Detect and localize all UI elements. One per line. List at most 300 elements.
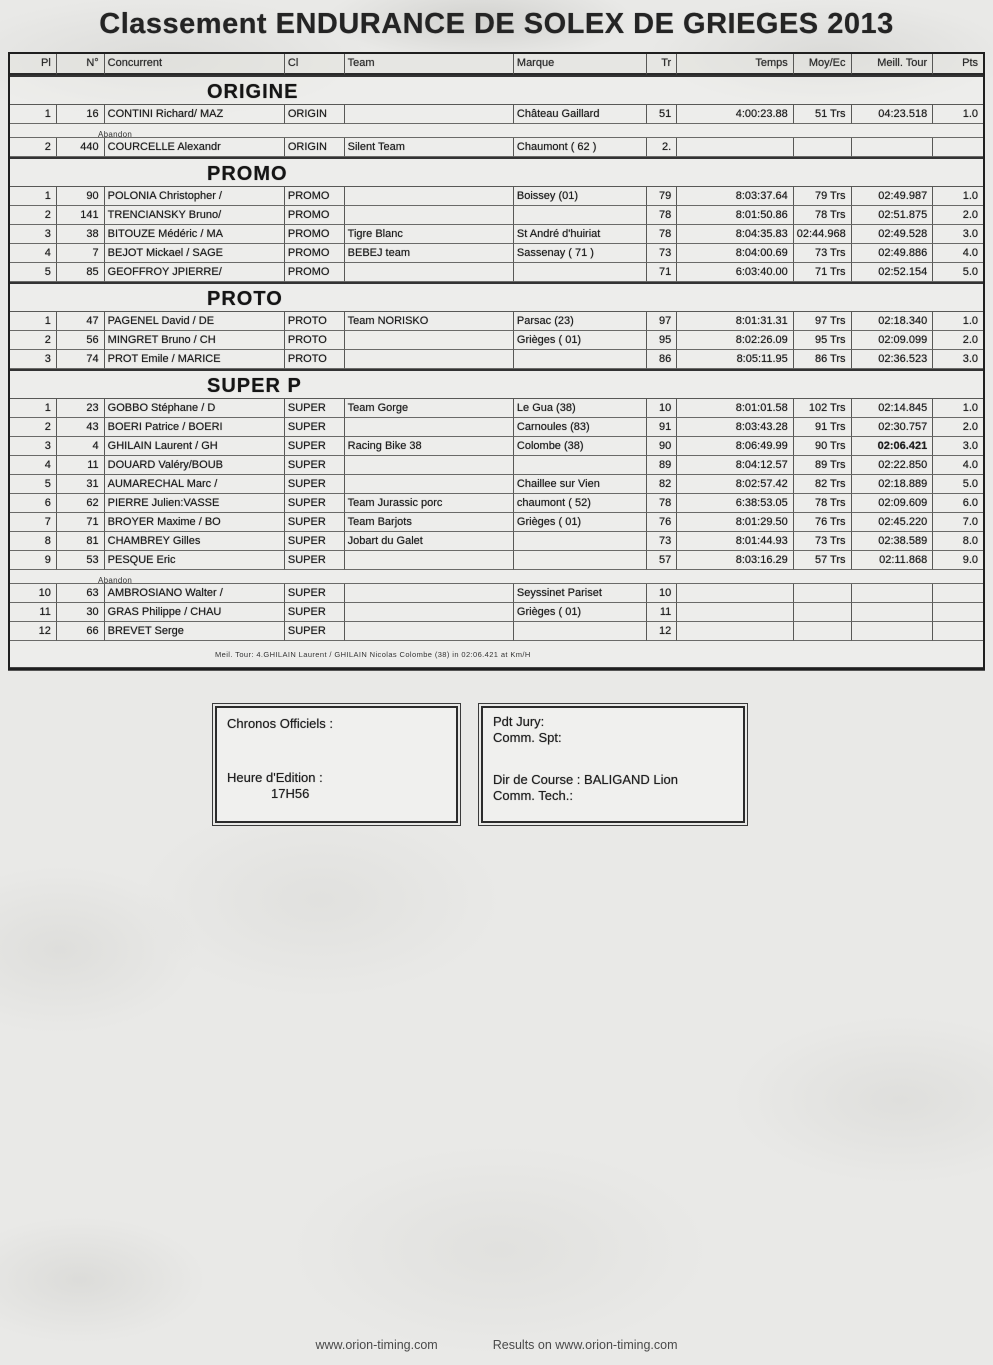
cell-num: 74 xyxy=(57,350,105,369)
table-row xyxy=(10,584,983,603)
cell-concurrent: GRAS Philippe / CHAU xyxy=(105,603,285,622)
cell-num: 43 xyxy=(57,418,105,437)
cell-pts: 5.0 xyxy=(933,475,983,494)
chronos-label: Chronos Officiels : xyxy=(227,716,333,731)
cell-cl: PROMO xyxy=(285,225,345,244)
table-row xyxy=(10,622,983,641)
best-lap-footnote-row xyxy=(10,641,983,668)
cell-pts: 9.0 xyxy=(933,551,983,570)
cell-pl: 3 xyxy=(10,225,57,244)
cell-concurrent: BITOUZE Médéric / MA xyxy=(105,225,285,244)
cell-num: 66 xyxy=(57,622,105,641)
cell-cl: PROMO xyxy=(285,187,345,206)
cell-temps: 6:03:40.00 xyxy=(677,263,794,282)
cell-pts xyxy=(933,138,983,157)
cell-temps: 6:38:53.05 xyxy=(677,494,794,513)
cell-num: 53 xyxy=(57,551,105,570)
cell-pts xyxy=(933,622,983,641)
table-row xyxy=(10,206,983,225)
cell-concurrent: MINGRET Bruno / CH xyxy=(105,331,285,350)
cell-meill: 02:18.889 xyxy=(852,475,934,494)
cell-pl: 9 xyxy=(10,551,57,570)
cell-temps: 4:00:23.88 xyxy=(677,105,794,124)
cell-num: 440 xyxy=(57,138,105,157)
cell-cl: SUPER xyxy=(285,418,345,437)
cell-temps: 8:03:43.28 xyxy=(677,418,794,437)
cell-concurrent: GHILAIN Laurent / GH xyxy=(105,437,285,456)
cell-temps: 8:01:44.93 xyxy=(677,532,794,551)
cell-num: 4 xyxy=(57,437,105,456)
cell-team xyxy=(345,475,514,494)
cell-cl: SUPER xyxy=(285,437,345,456)
edition-time-label: Heure d'Edition : xyxy=(227,770,323,785)
cell-cl: PROMO xyxy=(285,263,345,282)
cell-tr: 82 xyxy=(647,475,677,494)
cell-pts: 1.0 xyxy=(933,312,983,331)
cell-meill: 02:22.850 xyxy=(852,456,934,475)
cell-meill: 02:49.886 xyxy=(852,244,934,263)
cell-tr: 76 xyxy=(647,513,677,532)
cell-pts: 5.0 xyxy=(933,263,983,282)
cell-pts: 4.0 xyxy=(933,456,983,475)
cell-team: Team NORISKO xyxy=(345,312,514,331)
cell-moy xyxy=(794,603,852,622)
cell-tr: 78 xyxy=(647,225,677,244)
cell-team xyxy=(345,187,514,206)
cell-team: Team Barjots xyxy=(345,513,514,532)
cell-num: 31 xyxy=(57,475,105,494)
cell-pts: 1.0 xyxy=(933,105,983,124)
race-director-label: Dir de Course : BALIGAND Lion xyxy=(493,772,678,787)
cell-pts xyxy=(933,584,983,603)
officials-box xyxy=(481,706,745,823)
cell-pts: 4.0 xyxy=(933,244,983,263)
column-header: Concurrent xyxy=(105,54,285,75)
cell-moy: 95 Trs xyxy=(794,331,852,350)
cell-moy: 97 Trs xyxy=(794,312,852,331)
cell-tr: 10 xyxy=(647,584,677,603)
cell-team: Jobart du Galet xyxy=(345,532,514,551)
cell-temps: 8:01:29.50 xyxy=(677,513,794,532)
cell-marque: Colombe (38) xyxy=(514,437,647,456)
cell-pl: 12 xyxy=(10,622,57,641)
cell-meill xyxy=(852,138,934,157)
cell-team xyxy=(345,551,514,570)
cell-team: BEBEJ team xyxy=(345,244,514,263)
cell-temps xyxy=(677,622,794,641)
cell-moy: 86 Trs xyxy=(794,350,852,369)
table-row xyxy=(10,105,983,124)
cell-pts: 8.0 xyxy=(933,532,983,551)
cell-tr: 73 xyxy=(647,244,677,263)
cell-temps: 8:04:35.83 xyxy=(677,225,794,244)
column-header: Team xyxy=(345,54,514,75)
cell-team: Team Jurassic porc xyxy=(345,494,514,513)
cell-meill xyxy=(852,603,934,622)
table-row xyxy=(10,350,983,369)
cell-moy: 102 Trs xyxy=(794,399,852,418)
cell-tr: 90 xyxy=(647,437,677,456)
cell-marque: Grièges ( 01) xyxy=(514,331,647,350)
cell-pts: 7.0 xyxy=(933,513,983,532)
cell-num: 81 xyxy=(57,532,105,551)
edition-time-value: 17H56 xyxy=(271,786,310,801)
cell-meill: 02:49.528 xyxy=(852,225,934,244)
cell-cl: PROTO xyxy=(285,312,345,331)
cell-moy xyxy=(794,138,852,157)
cell-num: 16 xyxy=(57,105,105,124)
cell-pl: 4 xyxy=(10,244,57,263)
cell-meill: 02:09.099 xyxy=(852,331,934,350)
cell-tr: 12 xyxy=(647,622,677,641)
cell-meill: 02:06.421 xyxy=(852,437,934,456)
cell-team: Silent Team xyxy=(345,138,514,157)
cell-cl: SUPER xyxy=(285,532,345,551)
cell-num: 141 xyxy=(57,206,105,225)
cell-marque xyxy=(514,532,647,551)
cell-marque: chaumont ( 52) xyxy=(514,494,647,513)
cell-marque: Carnoules (83) xyxy=(514,418,647,437)
cell-pl: 2 xyxy=(10,206,57,225)
cell-marque: Grièges ( 01) xyxy=(514,513,647,532)
cell-pts: 3.0 xyxy=(933,225,983,244)
cell-meill xyxy=(852,584,934,603)
cell-pl: 1 xyxy=(10,312,57,331)
cell-cl: PROTO xyxy=(285,350,345,369)
cell-tr: 97 xyxy=(647,312,677,331)
cell-tr: 57 xyxy=(647,551,677,570)
column-header: Temps xyxy=(677,54,794,75)
cell-meill: 02:49.987 xyxy=(852,187,934,206)
cell-temps: 8:04:12.57 xyxy=(677,456,794,475)
cell-moy: 78 Trs xyxy=(794,494,852,513)
cell-marque: Boissey (01) xyxy=(514,187,647,206)
cell-concurrent: COURCELLE Alexandr xyxy=(105,138,285,157)
table-row xyxy=(10,418,983,437)
cell-pts: 1.0 xyxy=(933,187,983,206)
cell-marque: Grièges ( 01) xyxy=(514,603,647,622)
cell-tr: 11 xyxy=(647,603,677,622)
cell-pts: 3.0 xyxy=(933,350,983,369)
cell-cl: SUPER xyxy=(285,399,345,418)
cell-marque: Seyssinet Pariset xyxy=(514,584,647,603)
cell-marque xyxy=(514,350,647,369)
cell-concurrent: BEJOT Mickael / SAGE xyxy=(105,244,285,263)
chronos-box xyxy=(215,706,458,823)
cell-marque xyxy=(514,206,647,225)
cell-num: 23 xyxy=(57,399,105,418)
table-row xyxy=(10,437,983,456)
section-title: ORIGINE xyxy=(207,81,299,103)
cell-marque xyxy=(514,622,647,641)
cell-concurrent: POLONIA Christopher / xyxy=(105,187,285,206)
cell-temps: 8:01:01.58 xyxy=(677,399,794,418)
cell-tr: 95 xyxy=(647,331,677,350)
cell-team xyxy=(345,603,514,622)
cell-cl: SUPER xyxy=(285,513,345,532)
cell-cl: PROMO xyxy=(285,206,345,225)
cell-cl: SUPER xyxy=(285,551,345,570)
cell-num: 85 xyxy=(57,263,105,282)
cell-pl: 4 xyxy=(10,456,57,475)
cell-num: 7 xyxy=(57,244,105,263)
cell-moy: 90 Trs xyxy=(794,437,852,456)
cell-concurrent: AUMARECHAL Marc / xyxy=(105,475,285,494)
cell-pl: 5 xyxy=(10,263,57,282)
table-header-row xyxy=(10,54,983,75)
cell-cl: SUPER xyxy=(285,494,345,513)
cell-moy: 73 Trs xyxy=(794,532,852,551)
cell-concurrent: GOBBO Stéphane / D xyxy=(105,399,285,418)
cell-num: 11 xyxy=(57,456,105,475)
cell-tr: 51 xyxy=(647,105,677,124)
cell-moy: 91 Trs xyxy=(794,418,852,437)
table-row xyxy=(10,244,983,263)
cell-temps xyxy=(677,584,794,603)
cell-team: Racing Bike 38 xyxy=(345,437,514,456)
cell-marque xyxy=(514,456,647,475)
cell-marque: Chaillee sur Vien xyxy=(514,475,647,494)
column-header: Meill. Tour xyxy=(852,54,934,75)
cell-moy: 78 Trs xyxy=(794,206,852,225)
cell-moy: 76 Trs xyxy=(794,513,852,532)
cell-marque: Sassenay ( 71 ) xyxy=(514,244,647,263)
column-header: Pts xyxy=(933,54,983,75)
abandon-note-row xyxy=(10,124,983,138)
cell-pl: 8 xyxy=(10,532,57,551)
cell-marque: St André d'huiriat xyxy=(514,225,647,244)
cell-pl: 3 xyxy=(10,437,57,456)
cell-pts: 2.0 xyxy=(933,331,983,350)
cell-concurrent: GEOFFROY JPIERRE/ xyxy=(105,263,285,282)
cell-concurrent: DOUARD Valéry/BOUB xyxy=(105,456,285,475)
cell-marque: Parsac (23) xyxy=(514,312,647,331)
best-lap-footnote: Meil. Tour: 4.GHILAIN Laurent / GHILAIN Nicolas Colombe (38) in 02:06.421 at Km/H xyxy=(215,650,531,659)
footer-url: www.orion-timing.com xyxy=(315,1338,438,1352)
cell-cl: ORIGIN xyxy=(285,138,345,157)
cell-pl: 2 xyxy=(10,138,57,157)
footer-results-url: Results on www.orion-timing.com xyxy=(492,1338,678,1352)
cell-pts xyxy=(933,603,983,622)
cell-moy: 89 Trs xyxy=(794,456,852,475)
cell-meill: 02:14.845 xyxy=(852,399,934,418)
cell-pl: 3 xyxy=(10,350,57,369)
cell-concurrent: CONTINI Richard/ MAZ xyxy=(105,105,285,124)
cell-temps: 8:01:31.31 xyxy=(677,312,794,331)
cell-temps: 8:01:50.86 xyxy=(677,206,794,225)
cell-moy xyxy=(794,622,852,641)
cell-concurrent: BREVET Serge xyxy=(105,622,285,641)
cell-cl: SUPER xyxy=(285,622,345,641)
cell-moy: 51 Trs xyxy=(794,105,852,124)
page-footer xyxy=(0,1338,993,1352)
cell-meill: 02:30.757 xyxy=(852,418,934,437)
cell-num: 71 xyxy=(57,513,105,532)
cell-team xyxy=(345,206,514,225)
cell-meill: 02:45.220 xyxy=(852,513,934,532)
cell-team xyxy=(345,331,514,350)
cell-num: 38 xyxy=(57,225,105,244)
cell-pl: 7 xyxy=(10,513,57,532)
cell-cl: SUPER xyxy=(285,456,345,475)
cell-pl: 2 xyxy=(10,331,57,350)
column-header: Tr xyxy=(647,54,677,75)
cell-num: 62 xyxy=(57,494,105,513)
cell-moy: 73 Trs xyxy=(794,244,852,263)
cell-meill: 04:23.518 xyxy=(852,105,934,124)
cell-cl: PROMO xyxy=(285,244,345,263)
cell-temps: 8:03:37.64 xyxy=(677,187,794,206)
cell-moy: 82 Trs xyxy=(794,475,852,494)
cell-pl: 11 xyxy=(10,603,57,622)
cell-tr: 10 xyxy=(647,399,677,418)
cell-concurrent: PIERRE Julien:VASSE xyxy=(105,494,285,513)
cell-pts: 1.0 xyxy=(933,399,983,418)
cell-team xyxy=(345,105,514,124)
cell-team xyxy=(345,418,514,437)
table-row xyxy=(10,513,983,532)
table-row xyxy=(10,331,983,350)
table-row xyxy=(10,263,983,282)
cell-pts: 2.0 xyxy=(933,206,983,225)
section-title-row xyxy=(10,157,983,187)
table-row xyxy=(10,603,983,622)
cell-temps: 8:05:11.95 xyxy=(677,350,794,369)
document-title: Classement ENDURANCE DE SOLEX DE GRIEGES 2013 xyxy=(99,8,894,40)
section-title: SUPER P xyxy=(207,375,302,397)
cell-cl: SUPER xyxy=(285,475,345,494)
cell-concurrent: CHAMBREY Gilles xyxy=(105,532,285,551)
cell-concurrent: PESQUE Eric xyxy=(105,551,285,570)
table-row xyxy=(10,551,983,570)
cell-team xyxy=(345,584,514,603)
cell-tr: 78 xyxy=(647,494,677,513)
cell-meill xyxy=(852,622,934,641)
cell-concurrent: PROT Emile / MARICE xyxy=(105,350,285,369)
cell-num: 63 xyxy=(57,584,105,603)
column-header: Cl xyxy=(285,54,345,75)
cell-marque xyxy=(514,263,647,282)
cell-team: Team Gorge xyxy=(345,399,514,418)
table-row xyxy=(10,312,983,331)
cell-pl: 1 xyxy=(10,399,57,418)
column-header: Marque xyxy=(514,54,647,75)
section-title-row xyxy=(10,282,983,312)
table-row xyxy=(10,138,983,157)
cell-moy: 02:44.968 xyxy=(794,225,852,244)
cell-marque xyxy=(514,551,647,570)
cell-cl: ORIGIN xyxy=(285,105,345,124)
cell-moy xyxy=(794,584,852,603)
abandon-note: Abandon xyxy=(98,130,133,139)
section-title-row xyxy=(10,369,983,399)
table-row xyxy=(10,399,983,418)
cell-meill: 02:52.154 xyxy=(852,263,934,282)
cell-num: 56 xyxy=(57,331,105,350)
cell-marque: Le Gua (38) xyxy=(514,399,647,418)
cell-meill: 02:51.875 xyxy=(852,206,934,225)
cell-num: 90 xyxy=(57,187,105,206)
cell-pl: 2 xyxy=(10,418,57,437)
cell-temps xyxy=(677,138,794,157)
cell-marque: Château Gaillard xyxy=(514,105,647,124)
cell-team: Tigre Blanc xyxy=(345,225,514,244)
cell-cl: PROTO xyxy=(285,331,345,350)
column-header: Moy/Ec xyxy=(794,54,852,75)
cell-marque: Chaumont ( 62 ) xyxy=(514,138,647,157)
section-title: PROMO xyxy=(207,163,288,185)
cell-team xyxy=(345,456,514,475)
cell-num: 47 xyxy=(57,312,105,331)
table-row xyxy=(10,494,983,513)
column-header: Pl xyxy=(10,54,57,75)
cell-tr: 79 xyxy=(647,187,677,206)
cell-meill: 02:09.609 xyxy=(852,494,934,513)
cell-pts: 3.0 xyxy=(933,437,983,456)
cell-meill: 02:18.340 xyxy=(852,312,934,331)
cell-pl: 1 xyxy=(10,187,57,206)
cell-tr: 2. xyxy=(647,138,677,157)
cell-moy: 57 Trs xyxy=(794,551,852,570)
cell-tr: 89 xyxy=(647,456,677,475)
section-title: PROTO xyxy=(207,288,283,310)
cell-tr: 73 xyxy=(647,532,677,551)
comm-spt-label: Comm. Spt: xyxy=(493,730,562,745)
cell-temps: 8:03:16.29 xyxy=(677,551,794,570)
abandon-note: Abandon xyxy=(98,576,133,585)
cell-meill: 02:11.868 xyxy=(852,551,934,570)
table-row xyxy=(10,187,983,206)
table-row xyxy=(10,532,983,551)
column-header: N° xyxy=(57,54,105,75)
cell-temps: 8:02:57.42 xyxy=(677,475,794,494)
jury-label: Pdt Jury: xyxy=(493,714,545,729)
cell-cl: SUPER xyxy=(285,603,345,622)
cell-pl: 10 xyxy=(10,584,57,603)
cell-temps: 8:02:26.09 xyxy=(677,331,794,350)
table-row xyxy=(10,225,983,244)
cell-cl: SUPER xyxy=(285,584,345,603)
cell-meill: 02:36.523 xyxy=(852,350,934,369)
comm-tech-label: Comm. Tech.: xyxy=(493,788,573,803)
cell-pl: 6 xyxy=(10,494,57,513)
cell-pts: 2.0 xyxy=(933,418,983,437)
cell-team xyxy=(345,263,514,282)
cell-num: 30 xyxy=(57,603,105,622)
cell-pl: 1 xyxy=(10,105,57,124)
cell-moy: 79 Trs xyxy=(794,187,852,206)
cell-concurrent: TRENCIANSKY Bruno/ xyxy=(105,206,285,225)
cell-pts: 6.0 xyxy=(933,494,983,513)
cell-concurrent: BOERI Patrice / BOERI xyxy=(105,418,285,437)
abandon-note-row xyxy=(10,570,983,584)
cell-temps xyxy=(677,603,794,622)
cell-team xyxy=(345,622,514,641)
cell-moy: 71 Trs xyxy=(794,263,852,282)
table-row xyxy=(10,456,983,475)
cell-tr: 78 xyxy=(647,206,677,225)
cell-concurrent: AMBROSIANO Walter / xyxy=(105,584,285,603)
section-title-row xyxy=(10,75,983,105)
cell-team xyxy=(345,350,514,369)
cell-concurrent: PAGENEL David / DE xyxy=(105,312,285,331)
cell-meill: 02:38.589 xyxy=(852,532,934,551)
table-row xyxy=(10,475,983,494)
cell-pl: 5 xyxy=(10,475,57,494)
cell-tr: 71 xyxy=(647,263,677,282)
results-table xyxy=(8,52,985,670)
cell-temps: 8:04:00.69 xyxy=(677,244,794,263)
